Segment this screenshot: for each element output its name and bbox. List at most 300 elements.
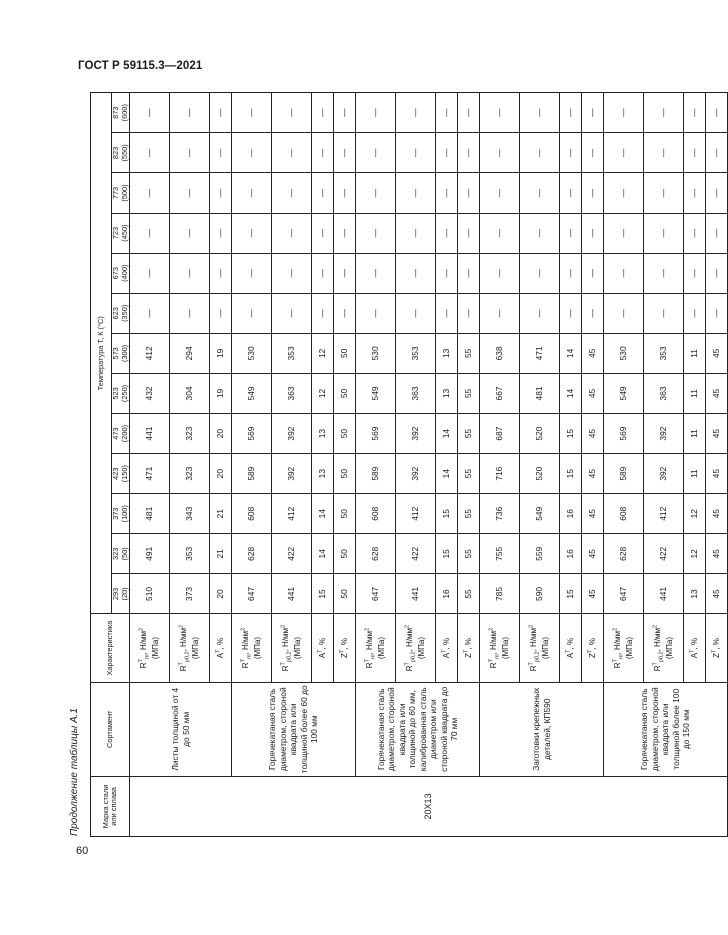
table-rotated-container xyxy=(90,92,722,837)
temperature-celsius: (550) xyxy=(119,144,129,162)
value-cell: — xyxy=(480,293,520,333)
characteristic-label: $Z^T$, % xyxy=(711,638,722,658)
value-cell: 16 xyxy=(436,574,458,614)
value-cell: — xyxy=(396,173,436,213)
value-cell: — xyxy=(170,93,210,133)
value-cell: — xyxy=(210,133,232,173)
value-cell: 19 xyxy=(210,333,232,373)
unit-text: , Н/мм xyxy=(405,627,415,652)
value-cell: 716 xyxy=(480,454,520,494)
value-cell: — xyxy=(170,253,210,293)
value-cell: 20 xyxy=(210,574,232,614)
value-cell: — xyxy=(170,173,210,213)
value-cell: 569 xyxy=(604,414,644,454)
value-cell: 549 xyxy=(356,373,396,413)
temperature-celsius: (200) xyxy=(119,424,129,443)
value-cell: — xyxy=(312,253,334,293)
value-cell: — xyxy=(436,213,458,253)
value-cell: 471 xyxy=(130,454,170,494)
unit-text: , Н/мм xyxy=(529,627,539,652)
characteristic-label: $R^T_{p0,2}$, $Н/мм^2$ (МПа) xyxy=(652,624,675,672)
value-cell: — xyxy=(604,93,644,133)
characteristic-cell xyxy=(458,614,480,682)
value-cell: 392 xyxy=(644,414,684,454)
value-cell: — xyxy=(334,213,356,253)
document-title: ГОСТ Р 59115.3—2021 xyxy=(78,60,203,72)
value-cell: 481 xyxy=(520,373,560,413)
value-cell: — xyxy=(684,133,706,173)
value-cell: — xyxy=(458,293,480,333)
characteristic-cell xyxy=(130,614,170,682)
value-cell: 412 xyxy=(272,494,312,534)
value-cell: — xyxy=(684,213,706,253)
table-caption: Продолжение таблицы А.1 xyxy=(69,708,80,836)
characteristic-cell xyxy=(356,614,396,682)
value-cell: — xyxy=(130,173,170,213)
value-cell: 20 xyxy=(210,454,232,494)
value-cell: 491 xyxy=(130,534,170,574)
value-cell: 441 xyxy=(130,414,170,454)
value-cell: 589 xyxy=(232,454,272,494)
value-cell: 667 xyxy=(480,373,520,413)
temperature-celsius: (350) xyxy=(119,304,129,322)
value-cell: — xyxy=(458,213,480,253)
characteristic-label: $R^T_m$, $Н/мм^2$ (МПа) xyxy=(364,627,387,669)
value-cell: 323 xyxy=(170,414,210,454)
table-row xyxy=(604,93,644,837)
value-cell: 608 xyxy=(356,494,396,534)
value-cell: — xyxy=(582,213,604,253)
value-cell: 638 xyxy=(480,333,520,373)
unit-text: , % xyxy=(566,637,576,650)
value-cell: — xyxy=(312,213,334,253)
value-cell: 549 xyxy=(520,494,560,534)
value-cell: 608 xyxy=(604,494,644,534)
value-cell: 19 xyxy=(210,373,232,413)
value-cell: 50 xyxy=(334,333,356,373)
value-cell: — xyxy=(604,173,644,213)
temperature-423 xyxy=(112,454,130,494)
value-cell: — xyxy=(334,173,356,213)
characteristic-label: $A^T$, % xyxy=(215,637,226,659)
value-cell: 12 xyxy=(684,494,706,534)
table-row xyxy=(130,93,170,837)
unit-mpa: (МПа) xyxy=(417,636,427,660)
value-cell: — xyxy=(232,253,272,293)
value-cell: 530 xyxy=(604,333,644,373)
temperature-celsius: (600) xyxy=(119,104,129,122)
temperature-celsius: (20) xyxy=(119,587,129,601)
characteristic-cell xyxy=(312,614,334,682)
value-cell: 412 xyxy=(130,333,170,373)
value-cell: 412 xyxy=(396,494,436,534)
unit-text: , Н/мм xyxy=(281,627,291,652)
value-cell: 353 xyxy=(396,333,436,373)
value-cell: 363 xyxy=(644,373,684,413)
sortament-cell: Горячекатаная сталь диаметром, стороной квадрата или толщиной более 60 до 100 мм xyxy=(232,682,356,776)
value-cell: — xyxy=(458,253,480,293)
value-cell: — xyxy=(458,173,480,213)
characteristic-cell xyxy=(684,614,706,682)
temperature-673 xyxy=(112,253,130,293)
value-cell: 343 xyxy=(170,494,210,534)
value-cell: 45 xyxy=(582,494,604,534)
characteristic-cell xyxy=(604,614,644,682)
value-cell: — xyxy=(706,253,728,293)
value-cell: 323 xyxy=(170,454,210,494)
temperature-293 xyxy=(112,574,130,614)
value-cell: 11 xyxy=(684,333,706,373)
temperature-kelvin: 573 xyxy=(111,347,120,360)
value-cell: 481 xyxy=(130,494,170,534)
value-cell: 15 xyxy=(436,494,458,534)
value-cell: — xyxy=(480,173,520,213)
characteristic-cell xyxy=(644,614,684,682)
sortament-cell: Горячекатаная сталь диаметром, стороной квадрата или толщиной более 100 до 150 мм xyxy=(604,682,728,776)
value-cell: 589 xyxy=(356,454,396,494)
sortament-header: Сортамент xyxy=(91,682,130,776)
value-cell: — xyxy=(130,253,170,293)
characteristic-cell xyxy=(170,614,210,682)
value-cell: — xyxy=(582,173,604,213)
value-cell: 50 xyxy=(334,494,356,534)
temperature-celsius: (50) xyxy=(119,547,129,561)
value-cell: — xyxy=(396,133,436,173)
value-cell: — xyxy=(560,133,582,173)
unit-text: , % xyxy=(442,637,452,650)
value-cell: 15 xyxy=(312,574,334,614)
value-cell: — xyxy=(232,173,272,213)
characteristic-cell xyxy=(436,614,458,682)
value-cell: 441 xyxy=(644,574,684,614)
value-cell: 45 xyxy=(582,414,604,454)
value-cell: — xyxy=(582,133,604,173)
value-cell: 392 xyxy=(644,454,684,494)
characteristic-cell xyxy=(232,614,272,682)
characteristic-label: $A^T$, % xyxy=(689,637,700,659)
value-cell: 392 xyxy=(396,414,436,454)
value-cell: 608 xyxy=(232,494,272,534)
value-cell: — xyxy=(130,93,170,133)
unit-text: , % xyxy=(712,638,722,650)
value-cell: 422 xyxy=(644,534,684,574)
value-cell: 55 xyxy=(458,373,480,413)
temperature-473 xyxy=(112,414,130,454)
unit-text: , Н/мм xyxy=(489,631,499,655)
value-cell: 14 xyxy=(312,534,334,574)
value-cell: 13 xyxy=(312,454,334,494)
value-cell: 353 xyxy=(644,333,684,373)
value-cell: 353 xyxy=(272,333,312,373)
value-cell: 785 xyxy=(480,574,520,614)
value-cell: 422 xyxy=(396,534,436,574)
value-cell: 530 xyxy=(232,333,272,373)
temperature-373 xyxy=(112,494,130,534)
value-cell: — xyxy=(130,213,170,253)
unit-mpa: (МПа) xyxy=(501,636,511,660)
characteristic-cell xyxy=(480,614,520,682)
value-cell: — xyxy=(480,133,520,173)
characteristic-label: $Z^T$, % xyxy=(463,638,474,658)
value-cell: — xyxy=(520,133,560,173)
value-cell: 50 xyxy=(334,414,356,454)
characteristic-label: $Z^T$, % xyxy=(339,638,350,658)
value-cell: 14 xyxy=(436,414,458,454)
characteristic-label: $Z^T$, % xyxy=(587,638,598,658)
value-cell: 20 xyxy=(210,414,232,454)
value-cell: 14 xyxy=(436,454,458,494)
temperature-celsius: (100) xyxy=(119,505,129,523)
characteristic-label: $R^T_{p0,2}$, $Н/мм^2$ (МПа) xyxy=(178,624,201,672)
value-cell: 569 xyxy=(356,414,396,454)
characteristic-label: $A^T$, % xyxy=(441,637,452,659)
value-cell: — xyxy=(396,253,436,293)
characteristic-label: $R^T_{p0,2}$, $Н/мм^2$ (МПа) xyxy=(404,624,427,672)
characteristic-cell xyxy=(396,614,436,682)
value-cell: — xyxy=(396,93,436,133)
value-cell: — xyxy=(436,93,458,133)
value-cell: — xyxy=(520,293,560,333)
value-cell: — xyxy=(232,93,272,133)
grade-header: Марка стали или сплава xyxy=(91,776,130,836)
value-cell: 16 xyxy=(560,494,582,534)
value-cell: 45 xyxy=(706,373,728,413)
value-cell: — xyxy=(644,133,684,173)
value-cell: — xyxy=(684,293,706,333)
value-cell: 530 xyxy=(356,333,396,373)
value-cell: — xyxy=(130,293,170,333)
value-cell: — xyxy=(210,173,232,213)
value-cell: 363 xyxy=(272,373,312,413)
temperature-celsius: (400) xyxy=(119,264,129,282)
value-cell: — xyxy=(334,133,356,173)
value-cell: — xyxy=(272,213,312,253)
unit-text: , Н/мм xyxy=(139,631,149,655)
value-cell: — xyxy=(272,133,312,173)
sortament-cell: Листы толщиной от 4 до 50 мм xyxy=(130,682,232,776)
value-cell: 45 xyxy=(706,574,728,614)
value-cell: 21 xyxy=(210,534,232,574)
characteristic-label: $R^T_m$, $Н/мм^2$ (МПа) xyxy=(138,627,161,669)
value-cell: 12 xyxy=(312,333,334,373)
value-cell: 13 xyxy=(312,414,334,454)
value-cell: 353 xyxy=(170,534,210,574)
value-cell: — xyxy=(560,253,582,293)
unit-text: , % xyxy=(340,638,350,650)
value-cell: — xyxy=(312,133,334,173)
value-cell: — xyxy=(170,293,210,333)
unit-text: , Н/мм xyxy=(653,627,663,652)
value-cell: 15 xyxy=(560,574,582,614)
value-cell: — xyxy=(480,253,520,293)
temperature-header: Температура Т, К (°С) xyxy=(91,93,112,614)
value-cell: — xyxy=(210,293,232,333)
value-cell: 304 xyxy=(170,373,210,413)
value-cell: 647 xyxy=(356,574,396,614)
value-cell: 559 xyxy=(520,534,560,574)
temperature-kelvin: 523 xyxy=(111,387,120,400)
value-cell: 13 xyxy=(684,574,706,614)
value-cell: 55 xyxy=(458,454,480,494)
temperature-573 xyxy=(112,333,130,373)
properties-table xyxy=(90,92,728,837)
value-cell: 628 xyxy=(604,534,644,574)
value-cell: 392 xyxy=(272,454,312,494)
value-cell: — xyxy=(706,173,728,213)
value-cell: — xyxy=(644,93,684,133)
characteristic-cell xyxy=(560,614,582,682)
value-cell: — xyxy=(644,173,684,213)
value-cell: — xyxy=(604,293,644,333)
temperature-kelvin: 723 xyxy=(111,226,120,240)
characteristic-cell xyxy=(272,614,312,682)
value-cell: — xyxy=(356,173,396,213)
unit-text: , % xyxy=(464,638,474,650)
temperature-873 xyxy=(112,93,130,133)
value-cell: 50 xyxy=(334,373,356,413)
value-cell: 45 xyxy=(582,574,604,614)
value-cell: 422 xyxy=(272,534,312,574)
characteristic-header: Характеристика xyxy=(91,614,130,682)
value-cell: 11 xyxy=(684,454,706,494)
table-row xyxy=(232,93,272,837)
value-cell: 16 xyxy=(560,534,582,574)
value-cell: — xyxy=(232,293,272,333)
value-cell: — xyxy=(272,93,312,133)
value-cell: — xyxy=(560,293,582,333)
value-cell: — xyxy=(356,253,396,293)
value-cell: 432 xyxy=(130,373,170,413)
characteristic-cell xyxy=(334,614,356,682)
value-cell: 628 xyxy=(356,534,396,574)
table-row xyxy=(356,93,396,837)
value-cell: — xyxy=(436,133,458,173)
value-cell: — xyxy=(232,133,272,173)
value-cell: 45 xyxy=(582,454,604,494)
value-cell: 392 xyxy=(272,414,312,454)
value-cell: — xyxy=(210,213,232,253)
value-cell: 12 xyxy=(684,534,706,574)
value-cell: 45 xyxy=(706,494,728,534)
unit-text: , % xyxy=(318,637,328,650)
value-cell: — xyxy=(706,93,728,133)
value-cell: 441 xyxy=(272,574,312,614)
value-cell: 294 xyxy=(170,333,210,373)
value-cell: 55 xyxy=(458,333,480,373)
unit-mpa: (МПа) xyxy=(293,636,303,660)
value-cell: — xyxy=(312,293,334,333)
table-row xyxy=(480,93,520,837)
value-cell: 520 xyxy=(520,454,560,494)
value-cell: 549 xyxy=(232,373,272,413)
temperature-623 xyxy=(112,293,130,333)
temperature-celsius: (250) xyxy=(119,384,129,403)
value-cell: 590 xyxy=(520,574,560,614)
value-cell: — xyxy=(706,133,728,173)
value-cell: — xyxy=(644,213,684,253)
value-cell: — xyxy=(520,93,560,133)
value-cell: 45 xyxy=(706,414,728,454)
value-cell: — xyxy=(582,93,604,133)
sortament-cell: Заготовки крепежных деталей, КП590 xyxy=(480,682,604,776)
value-cell: 21 xyxy=(210,494,232,534)
temperature-kelvin: 293 xyxy=(111,587,120,601)
characteristic-cell xyxy=(582,614,604,682)
value-cell: — xyxy=(210,93,232,133)
characteristic-label: $R^T_{p0,2}$, $Н/мм^2$ (МПа) xyxy=(528,624,551,672)
value-cell: 628 xyxy=(232,534,272,574)
value-cell: — xyxy=(560,93,582,133)
unit-mpa: (МПа) xyxy=(377,636,387,660)
value-cell: — xyxy=(458,133,480,173)
temperature-kelvin: 473 xyxy=(111,427,120,440)
temperature-kelvin: 673 xyxy=(111,267,120,280)
value-cell: 755 xyxy=(480,534,520,574)
value-cell: 15 xyxy=(436,534,458,574)
value-cell: 441 xyxy=(396,574,436,614)
characteristic-cell xyxy=(520,614,560,682)
value-cell: — xyxy=(644,293,684,333)
temperature-723 xyxy=(112,213,130,253)
value-cell: — xyxy=(480,213,520,253)
characteristic-label: $R^T_m$, $Н/мм^2$ (МПа) xyxy=(488,627,511,669)
value-cell: — xyxy=(272,173,312,213)
temperature-kelvin: 873 xyxy=(111,106,120,119)
page-number: 60 xyxy=(76,845,89,857)
value-cell: — xyxy=(334,293,356,333)
value-cell: — xyxy=(436,253,458,293)
value-cell: 373 xyxy=(170,574,210,614)
temperature-celsius: (300) xyxy=(119,344,129,363)
value-cell: — xyxy=(684,93,706,133)
value-cell: 45 xyxy=(582,373,604,413)
value-cell: — xyxy=(396,213,436,253)
value-cell: — xyxy=(684,173,706,213)
unit-text: , % xyxy=(216,637,226,650)
value-cell: — xyxy=(706,293,728,333)
value-cell: — xyxy=(644,253,684,293)
unit-mpa: (МПа) xyxy=(541,636,551,660)
value-cell: 55 xyxy=(458,494,480,534)
value-cell: 14 xyxy=(312,494,334,534)
value-cell: — xyxy=(582,253,604,293)
value-cell: — xyxy=(520,253,560,293)
value-cell: 12 xyxy=(312,373,334,413)
value-cell: — xyxy=(232,213,272,253)
value-cell: 510 xyxy=(130,574,170,614)
temperature-kelvin: 373 xyxy=(111,507,120,520)
unit-text: , % xyxy=(588,638,598,650)
value-cell: — xyxy=(436,293,458,333)
value-cell: — xyxy=(356,213,396,253)
value-cell: — xyxy=(560,213,582,253)
temperature-773 xyxy=(112,173,130,213)
value-cell: — xyxy=(356,293,396,333)
temperature-kelvin: 623 xyxy=(111,307,120,320)
value-cell: — xyxy=(396,293,436,333)
value-cell: — xyxy=(334,93,356,133)
temperature-523 xyxy=(112,373,130,413)
value-cell: 520 xyxy=(520,414,560,454)
value-cell: 569 xyxy=(232,414,272,454)
characteristic-label: $R^T_{p0,2}$, $Н/мм^2$ (МПа) xyxy=(280,624,303,672)
unit-text: , Н/мм xyxy=(365,631,375,655)
value-cell: — xyxy=(520,213,560,253)
value-cell: — xyxy=(604,133,644,173)
value-cell: — xyxy=(520,173,560,213)
value-cell: 549 xyxy=(604,373,644,413)
value-cell: — xyxy=(170,133,210,173)
